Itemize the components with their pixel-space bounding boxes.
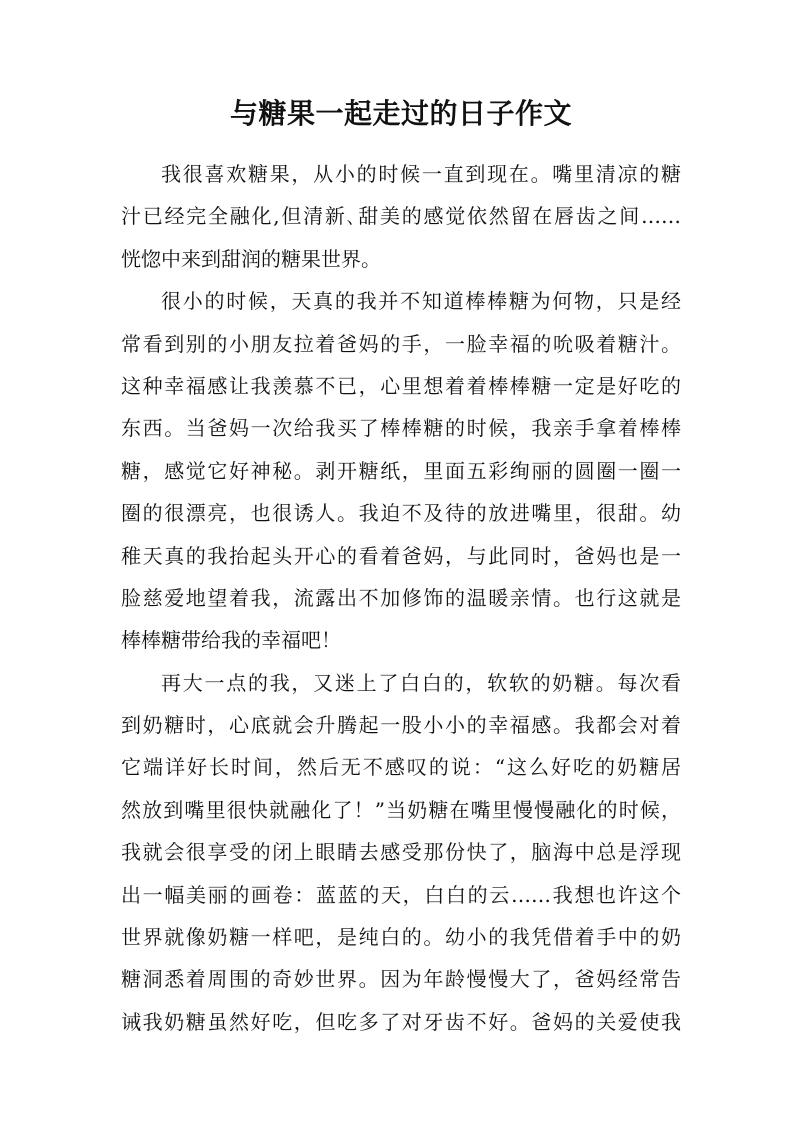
paragraph-line: 诫我奶糖虽然好吃，但吃多了对牙齿不好。爸妈的关爱使我 xyxy=(121,1009,681,1034)
paragraph-line: 恍惚中来到甜润的糖果世界。 xyxy=(121,246,381,271)
paragraph-line: 东西。当爸妈一次给我买了棒棒糖的时候，我亲手拿着棒棒 xyxy=(121,416,681,441)
document-page xyxy=(121,92,681,1043)
paragraph-line: 棒棒糖带给我的幸福吧！ xyxy=(121,628,341,653)
paragraph-line: 这种幸福感让我羡慕不已，心里想着着棒棒糖一定是好吃的 xyxy=(121,373,681,398)
paragraph-line: 稚天真的我抬起头开心的看着爸妈，与此同时，爸妈也是一 xyxy=(121,543,681,568)
paragraph-line: 出一幅美丽的画卷：蓝蓝的天，白白的云……我想也许这个 xyxy=(121,882,681,907)
paragraph-line: 糖，感觉它好神秘。剥开糖纸，里面五彩绚丽的圆圈一圈一 xyxy=(121,458,681,483)
paragraph-line: 常看到别的小朋友拉着爸妈的手，一脸幸福的吮吸着糖汁。 xyxy=(121,331,681,356)
paragraph-line: 我就会很享受的闭上眼睛去感受那份快了，脑海中总是浮现 xyxy=(121,840,681,865)
paragraph-line: 脸慈爱地望着我，流露出不加修饰的温暖亲情。也行这就是 xyxy=(121,585,681,610)
paragraph-line: 糖洞悉着周围的奇妙世界。因为年龄慢慢大了，爸妈经常告 xyxy=(121,967,681,992)
paragraph-3 xyxy=(121,662,681,1044)
paragraph-line: 汁已经完全融化,但清新､甜美的感觉依然留在唇齿之间…… xyxy=(121,204,681,229)
paragraph-line: 它端详好长时间，然后无不感叹的说：“这么好吃的奶糖居 xyxy=(121,755,681,780)
paragraph-2 xyxy=(121,280,681,662)
paragraph-line: 我很喜欢糖果，从小的时候一直到现在。嘴里清凉的糖 xyxy=(161,162,681,186)
paragraph-line: 很小的时候，天真的我并不知道棒棒糖为何物，只是经 xyxy=(161,289,681,314)
paragraph-1 xyxy=(121,153,681,280)
paragraph-line: 世界就像奶糖一样吧，是纯白的。幼小的我凭借着手中的奶 xyxy=(121,925,681,950)
paragraph-line: 再大一点的我，又迷上了白白的，软软的奶糖。每次看 xyxy=(161,670,681,695)
paragraph-line: 然放到嘴里很快就融化了！”当奶糖在嘴里慢慢融化的时候， xyxy=(121,797,681,822)
paragraph-line: 到奶糖时，心底就会升腾起一股小小的幸福感。我都会对着 xyxy=(121,713,681,738)
document-title: 与糖果一起走过的日子作文 xyxy=(229,97,572,130)
paragraph-line: 圈的很漂亮，也很诱人。我迫不及待的放进嘴里，很甜。幼 xyxy=(121,501,681,526)
